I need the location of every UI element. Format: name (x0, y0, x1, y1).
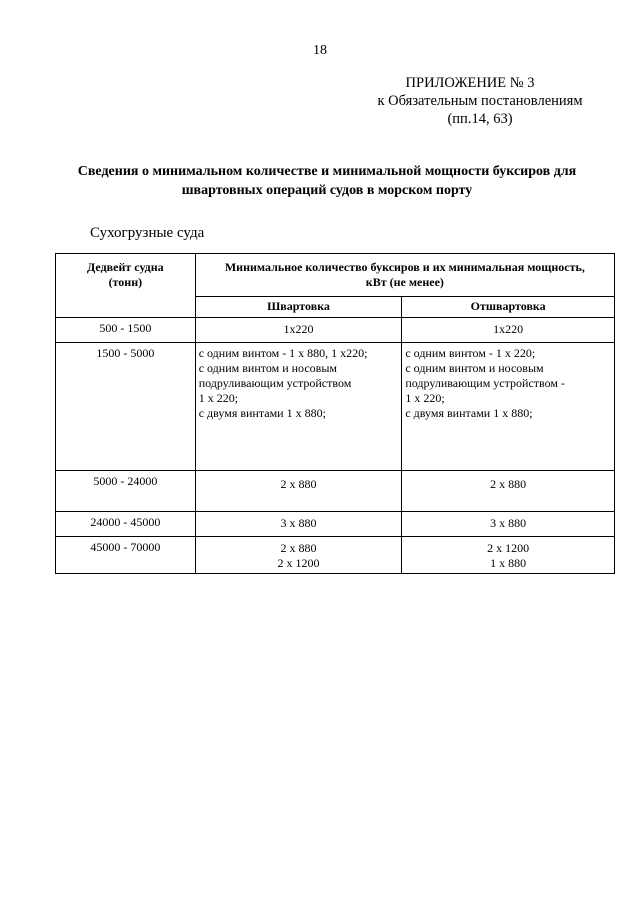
page-number: 18 (313, 43, 327, 58)
deadweight-cell: 1500 - 5000 (56, 343, 196, 471)
mooring-line: 2 х 1200 (277, 556, 320, 570)
table-row (56, 471, 615, 512)
unmooring-line: 2 х 1200 (487, 541, 530, 555)
unmooring-line: с двумя винтами 1 х 880; (405, 406, 533, 420)
mooring-line: с одним винтом и носовым (198, 361, 337, 375)
header-deadweight-line-1: Дедвейт судна (87, 260, 164, 274)
mooring-cell: 1х220 (195, 318, 402, 343)
table-header-row (56, 254, 615, 297)
mooring-line: 1 х 220; (198, 391, 239, 405)
unmooring-cell: 2 х 880 (402, 471, 615, 512)
mooring-cell (195, 343, 402, 471)
mooring-line: подруливающим устройством (198, 376, 352, 390)
document-title-line-2: швартовных операций судов в морском порту (181, 183, 473, 198)
unmooring-line: с одним винтом - 1 х 220; (405, 346, 536, 360)
deadweight-cell: 45000 - 70000 (56, 537, 196, 574)
header-tug-line-1: Минимальное количество буксиров и их минимальная мощность, (224, 260, 585, 274)
header-deadweight-line-2: (тонн) (108, 275, 143, 289)
table-row (56, 343, 615, 471)
table-row (56, 512, 615, 537)
tug-requirements-table (55, 253, 615, 574)
unmooring-cell: 1х220 (402, 318, 615, 343)
deadweight-cell: 500 - 1500 (56, 318, 196, 343)
header-tug-line-2: кВт (не менее) (365, 275, 444, 289)
unmooring-cell: 3 х 880 (402, 512, 615, 537)
document-title-line-1: Сведения о минимальном количестве и минимальной мощности буксиров для (77, 164, 577, 179)
mooring-cell: 2 х 880 (195, 471, 402, 512)
appendix-subtitle: к Обязательным постановлениям (377, 93, 583, 109)
header-mooring: Швартовка (195, 297, 402, 318)
mooring-line: с двумя винтами 1 х 880; (198, 406, 326, 420)
header-deadweight (56, 254, 196, 318)
mooring-cell (195, 537, 402, 574)
unmooring-line: 1 х 880 (490, 556, 527, 570)
deadweight-cell: 5000 - 24000 (56, 471, 196, 512)
unmooring-line: с одним винтом и носовым (405, 361, 544, 375)
mooring-line: с одним винтом - 1 х 880, 1 х220; (198, 346, 368, 360)
appendix-reference (340, 74, 620, 128)
table-row (56, 537, 615, 574)
unmooring-cell (402, 537, 615, 574)
unmooring-cell (402, 343, 615, 471)
appendix-paragraphs: (пп.14, 63) (447, 111, 513, 127)
deadweight-cell: 24000 - 45000 (56, 512, 196, 537)
header-tug-requirements (195, 254, 614, 297)
document-title (40, 162, 614, 200)
header-unmooring: Отшвартовка (402, 297, 615, 318)
table-row (56, 318, 615, 343)
mooring-cell: 3 х 880 (195, 512, 402, 537)
section-subtitle: Сухогрузные суда (90, 225, 205, 241)
unmooring-line: 1 х 220; (405, 391, 445, 405)
mooring-line: 2 х 880 (280, 541, 317, 555)
unmooring-line: подруливающим устройством - (405, 376, 565, 390)
appendix-title: ПРИЛОЖЕНИЕ № 3 (405, 75, 535, 91)
